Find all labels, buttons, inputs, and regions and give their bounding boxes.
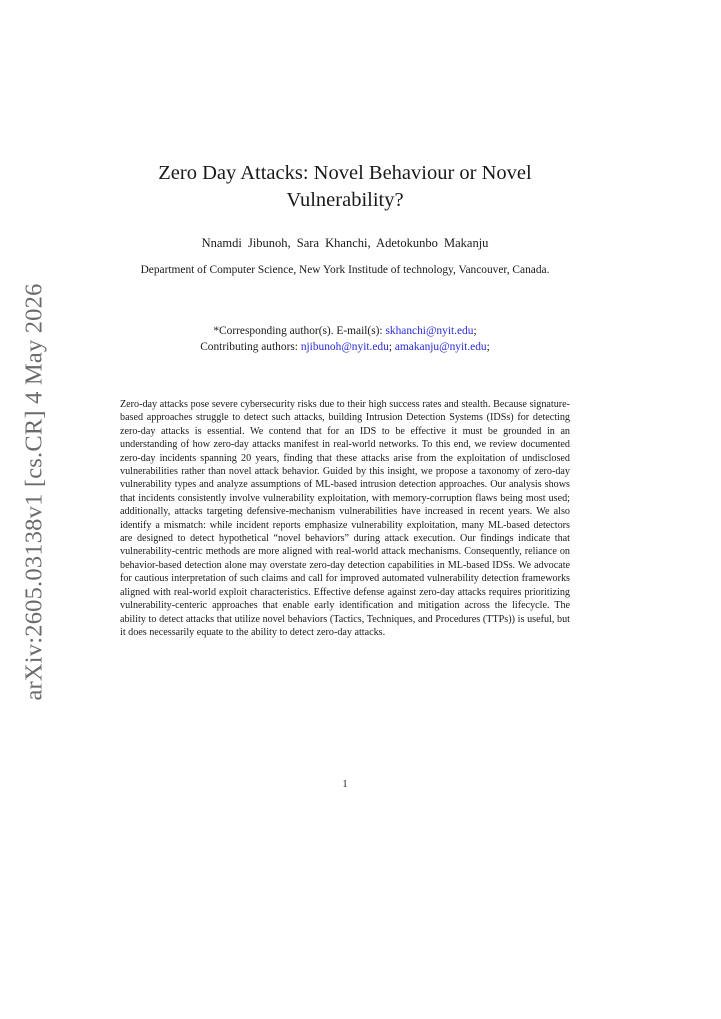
- arxiv-identifier-text: arXiv:2605.03138v1 [cs.CR] 4 May 2026: [21, 283, 48, 701]
- corresponding-author-label: *Corresponding author(s). E-mail(s):: [213, 325, 386, 337]
- correspondence-block: [120, 323, 570, 355]
- contributing-authors-label: Contributing authors:: [200, 341, 301, 353]
- author-list: Nnamdi Jibunoh, Sara Khanchi, Adetokunbo Makanju: [201, 236, 489, 250]
- corresponding-author-line: [120, 323, 570, 339]
- corresponding-email-suffix: ;: [473, 325, 477, 337]
- contributing-email-separator: ;: [388, 341, 395, 353]
- author-affiliation: Department of Computer Science, New York Institude of technology, Vancouver, Canada.: [140, 264, 550, 276]
- contributing-email-suffix: ;: [486, 341, 490, 353]
- contributing-email-link-1[interactable]: njibunoh@nyit.edu: [300, 341, 389, 353]
- contributing-authors-line: [120, 339, 570, 355]
- contributing-email-link-2[interactable]: amakanju@nyit.edu: [394, 341, 487, 353]
- page-number: 1: [342, 779, 348, 790]
- paper-title: Zero Day Attacks: Novel Behaviour or Novel Vulnerability?: [158, 162, 532, 211]
- arxiv-identifier-stamp: [14, 283, 56, 701]
- abstract-text: Zero-day attacks pose severe cybersecurity risks due to their high success rates and stealth. Because signature-based approaches struggle to detect such attacks, building Intrusion Detection Systems (IDSs) for detecting zero-day attacks is essential. We contend that for an IDS to be effective it must be grounded in an understanding of how zero-day attacks manifest in real-world networks. To this end, we review documented zero-day incidents spanning 20 years, finding that these attacks arise from the exploitation of undisclosed vulnerabilities rather than novel attack behavior. Guided by this insight, we propose a taxonomy of zero-day vulnerability types and analyze assumptions of ML-based intrusion detection approaches. Our analysis shows that incidents consistently involve vulnerability exploitation, with memory-corruption flaws being most used; additionally, attacks targeting defensive-mechanism vulnerabilities have increased in recent years. We also identify a mismatch: while incident reports emphasize vulnerability exploitation, many ML-based detectors are designed to detect hypothetical “novel behaviors” during attack execution. Our findings indicate that vulnerability-centric methods are more aligned with real-world attack mechanisms. Consequently, reliance on behavior-based detection alone may overstate zero-day detection capabilities in ML-based IDSs. We advocate for cautious interpretation of such claims and call for improved automated vulnerability detection frameworks aligned with real-world exploit characteristics. Effective defense against zero-day attacks requires prioritizing vulnerability-centeric approaches that enable early identification and mitigation across the lifecycle. The ability to detect attacks that utilize novel behaviors (Tactics, Techniques, and Procedures (TTPs)) is useful, but it does necessarily equate to the ability to detect zero-day attacks.: [120, 399, 570, 638]
- corresponding-email-link[interactable]: skhanchi@nyit.edu: [385, 325, 474, 337]
